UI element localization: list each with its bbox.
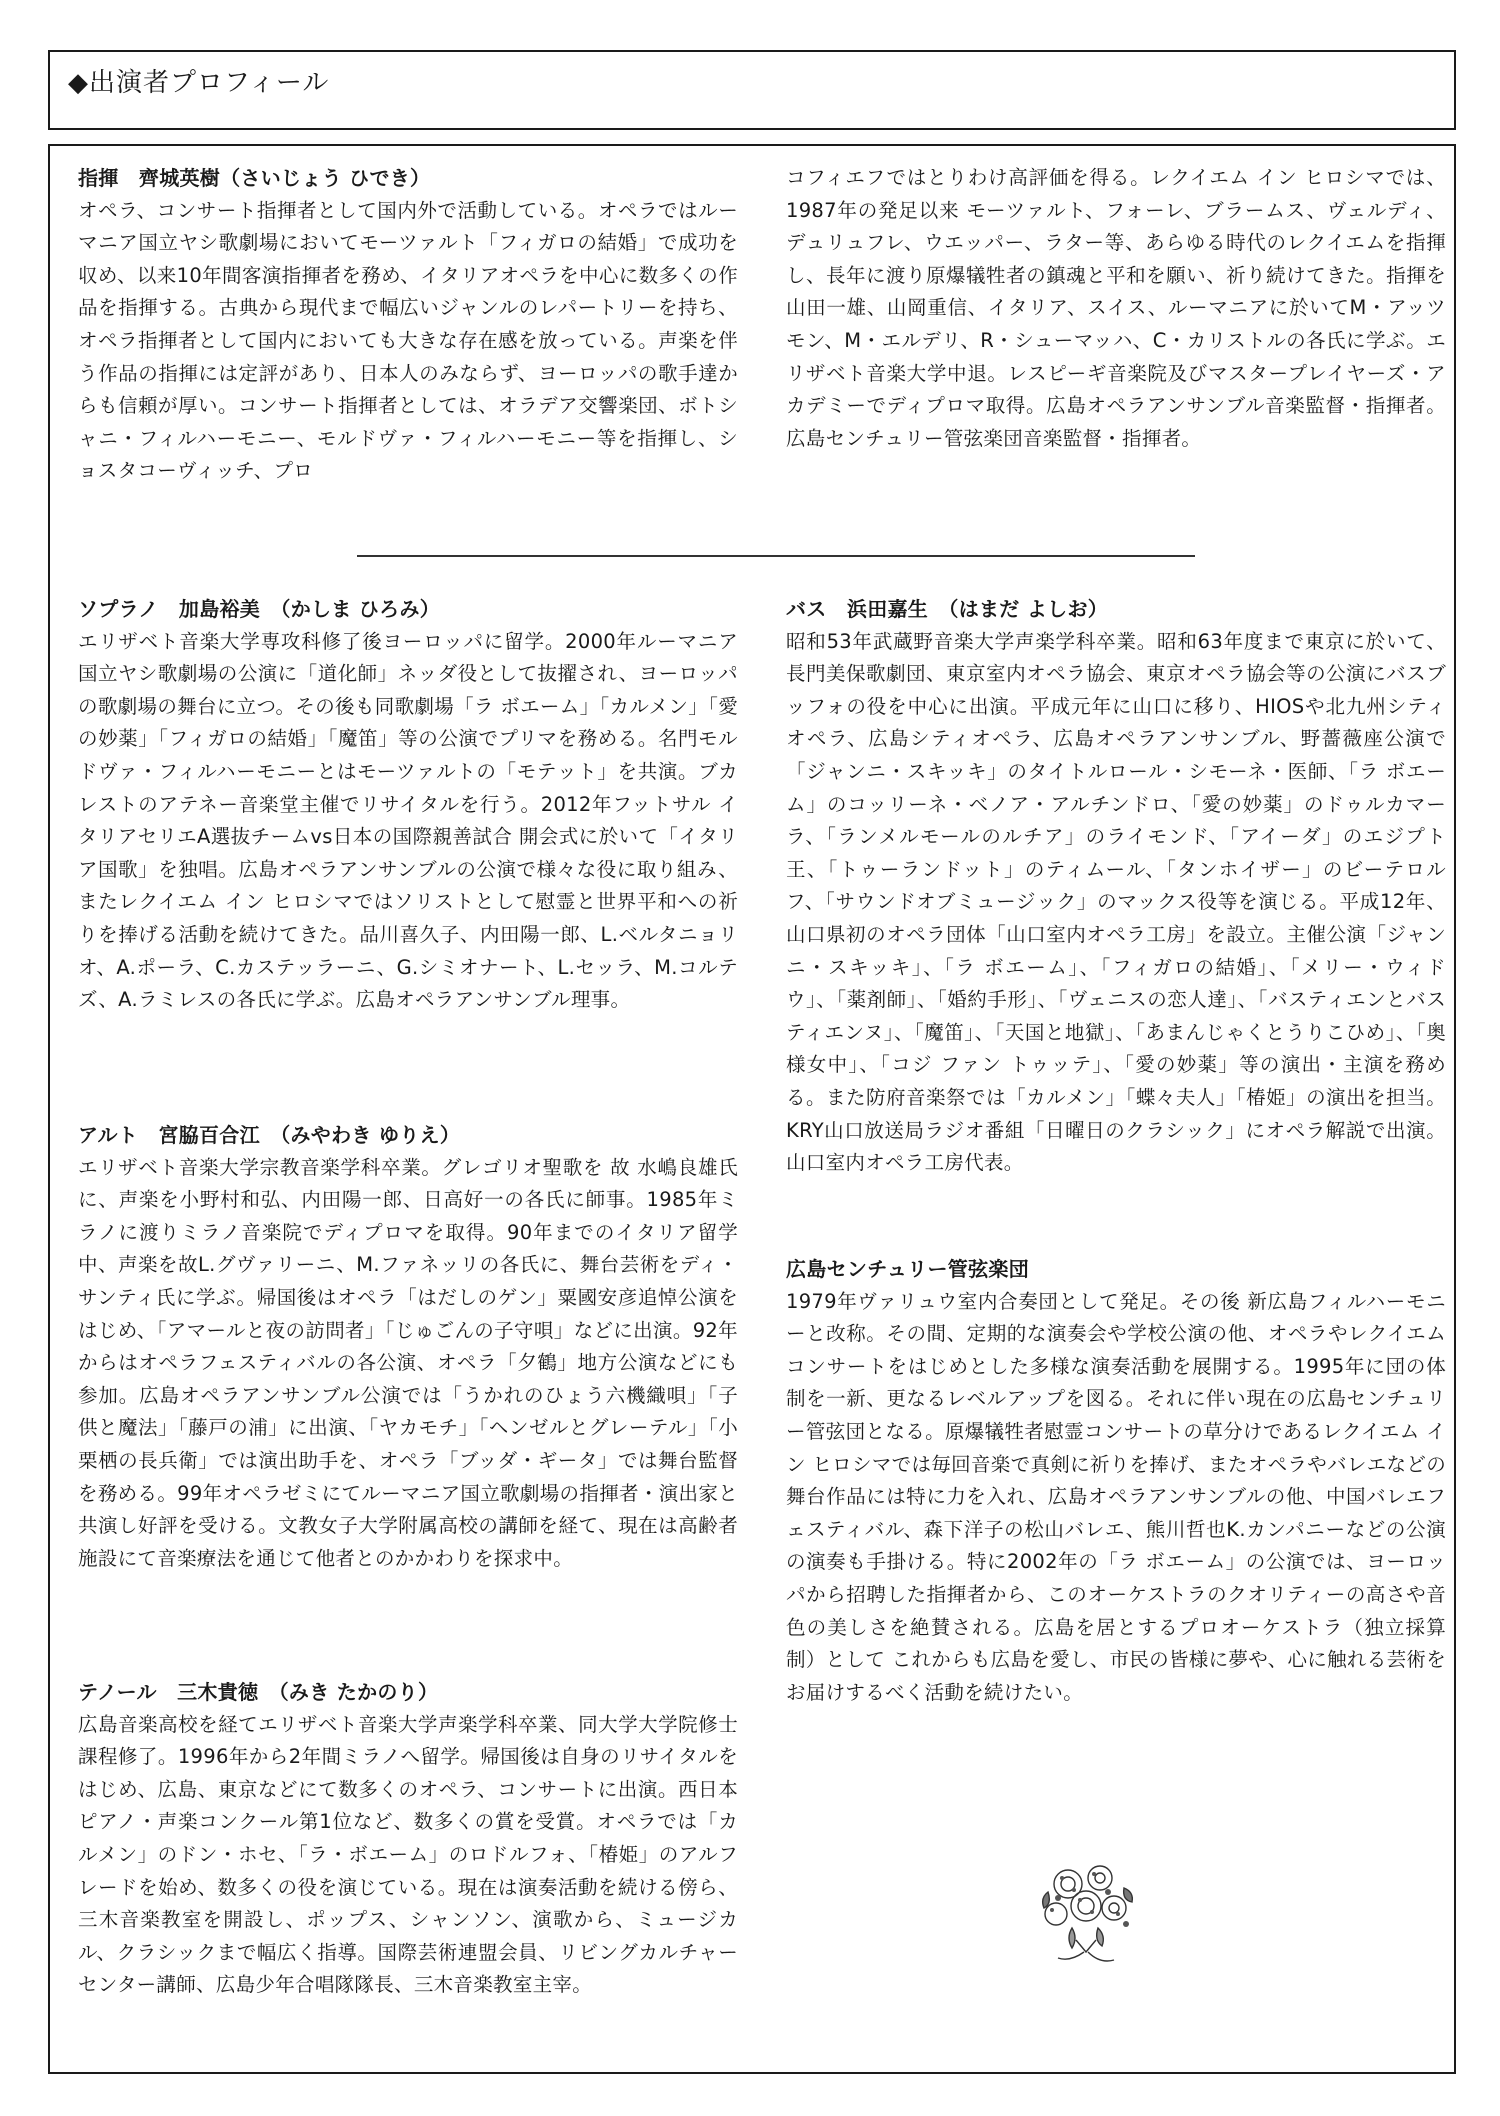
soprano-name: ソプラノ 加島裕美 （かしま ひろみ）	[78, 597, 441, 621]
bass-section	[786, 593, 1446, 1180]
tenor-name: テノール 三木貴徳 （みき たかのり）	[78, 1680, 439, 1704]
conductor-section	[78, 162, 738, 488]
flower-bouquet-icon	[1028, 1848, 1148, 1968]
conductor-name: 指揮 齊城英樹（さいじょう ひでき）	[78, 166, 431, 190]
alto-bio: エリザベト音楽大学宗教音楽学科卒業。グレゴリオ聖歌を 故 水嶋良雄氏に、声楽を小野村和弘、内田陽一郎、日高好一の各氏に師事。1985年ミラノに渡りミラノ音楽院でディプロマを取得。90年までのイタリア留学中、声楽を故L.グヴァリーニ、M.ファネッリの各氏に、舞台芸術をディ・サンティ氏に学ぶ。帰国後はオペラ「はだしのゲン」粟國安彦追悼公演をはじめ、「アマールと夜の訪問者」「じゅごんの子守唄」などに出演。92年からはオペラフェスティバルの各公演、オペラ「夕鶴」地方公演などにも参加。広島オペラアンサンブル公演では「うかれのひょう六機織唄」「子供と魔法」「藤戸の浦」に出演、「ヤカモチ」「ヘンゼルとグレーテル」「小栗栖の長兵衛」では演出助手を、オペラ「ブッダ・ギータ」では舞台監督を務める。99年オペラゼミにてルーマニア国立歌劇場の指揮者・演出家と共演し好評を受ける。文教女子大学附属高校の講師を経て、現在は高齢者施設にて音楽療法を通じて他者とのかかわりを探求中。	[78, 1155, 738, 1570]
conductor-bio-part1: オペラ、コンサート指揮者として国内外で活動している。オペラではルーマニア国立ヤシ歌劇場においてモーツァルト「フィガロの結婚」で成功を収め、以来10年間客演指揮者を務め、イタリアオペラを中心に数多くの作品を指揮する。古典から現代まで幅広いジャンルのレパートリーを持ち、オペラ指揮者として国内においても大きな存在感を放っている。声楽を伴う作品の指揮には定評があり、日本人のみならず、ヨーロッパの歌手達からも信頼が厚い。コンサート指揮者としては、オラデア交響楽団、ボトシャニ・フィルハーモニー、モルドヴァ・フィルハーモニー等を指揮し、ショスタコーヴィッチ、プロ	[78, 198, 738, 483]
conductor-bio-part2: コフィエフではとりわけ高評価を得る。レクイエム イン ヒロシマでは、1987年の発足以来 モーツァルト、フォーレ、ブラームス、ヴェルディ、デュリュフレ、ウエッパー、ラター等、あらゆる時代のレクイエムを指揮し、長年に渡り原爆犠牲者の鎮魂と平和を願い、祈り続けてきた。指揮を山田一雄、山岡重信、イタリア、スイス、ルーマニアに於いてM・アッツモン、M・エルデリ、R・シューマッハ、C・カリストルの各氏に学ぶ。エリザベト音楽大学中退。レスピーギ音楽院及びマスタープレイヤーズ・アカデミーでディプロマ取得。広島オペラアンサンブル音楽監督・指揮者。広島センチュリー管弦楽団音楽監督・指揮者。	[786, 166, 1446, 450]
alto-name: アルト 宮脇百合江 （みやわき ゆりえ）	[78, 1123, 461, 1147]
orchestra-section	[786, 1253, 1446, 1709]
soprano-bio: エリザベト音楽大学専攻科修了後ヨーロッパに留学。2000年ルーマニア国立ヤシ歌劇場の公演に「道化師」ネッダ役として抜擢され、ヨーロッパの歌劇場の舞台に立つ。その後も同歌劇場「ラ ボエーム」「カルメン」「愛の妙薬」「フィガロの結婚」「魔笛」等の公演でプリマを務める。名門モルドヴァ・フィルハーモニーとはモーツァルトの「モテット」を共演。ブカレストのアテネー音楽堂主催でリサイタルを行う。2012年フットサル イタリアセリエA選抜チームvs日本の国際親善試合 開会式に於いて「イタリア国歌」を独唱。広島オペラアンサンブルの公演で様々な役に取り組み、またレクイエム イン ヒロシマではソリストとして慰霊と世界平和への祈りを捧げる活動を続けてきた。品川喜久子、内田陽一郎、L.ベルタニョリオ、A.ポーラ、C.カステッラーニ、G.シミオナート、L.セッラ、M.コルテズ、A.ラミレスの各氏に学ぶ。広島オペラアンサンブル理事。	[78, 629, 738, 1012]
page-title: ◆出演者プロフィール	[68, 68, 330, 98]
conductor-continued-section	[786, 162, 1446, 455]
header-box	[48, 50, 1456, 130]
tenor-bio: 広島音楽高校を経てエリザベト音楽大学声楽学科卒業、同大学大学院修士課程修了。1996年から2年間ミラノへ留学。帰国後は自身のリサイタルをはじめ、広島、東京などにて数多くのオペラ、コンサートに出演。西日本ピアノ・声楽コンクール第1位など、数多くの賞を受賞。オペラでは「カルメン」のドン・ホセ、「ラ・ボエーム」のロドルフォ、「椿姫」のアルフレードを始め、数多くの役を演じている。現在は演奏活動を続ける傍ら、三木音楽教室を開設し、ポップス、シャンソン、演歌から、ミュージカル、クラシックまで幅広く指導。国際芸術連盟会員、リビングカルチャーセンター講師、広島少年合唱隊隊長、三木音楽教室主宰。	[78, 1712, 738, 1997]
section-divider	[357, 555, 1195, 557]
bass-bio: 昭和53年武蔵野音楽大学声楽学科卒業。昭和63年度まで東京に於いて、長門美保歌劇団、東京室内オペラ協会、東京オペラ協会等の公演にバスブッフォの役を中心に出演。平成元年に山口に移り、HIOSや北九州シティオペラ、広島シティオペラ、広島オペラアンサンブル、野薔薇座公演で「ジャンニ・スキッキ」のタイトルロール・シモーネ・医師、「ラ ボエーム」のコッリーネ・ベノア・アルチンドロ、「愛の妙薬」のドゥルカマーラ、「ランメルモールのルチア」のライモンド、「アイーダ」のエジプト王、「トゥーランドット」のティムール、「タンホイザー」のビーテロルフ、「サウンドオブミュージック」のマックス役等を演じる。平成12年、山口県初のオペラ団体「山口室内オペラ工房」を設立。主催公演「ジャンニ・スキッキ」、「ラ ボエーム」、「フィガロの結婚」、「メリー・ウィドウ」、「薬剤師」、「婚約手形」、「ヴェニスの恋人達」、「バスティエンとバスティエンヌ」、「魔笛」、「天国と地獄」、「あまんじゃくとうりこひめ」、「奥様女中」、「コジ ファン トゥッテ」、「愛の妙薬」等の演出・主演を務める。また防府音楽祭では「カルメン」「蝶々夫人」「椿姫」の演出を担当。KRY山口放送局ラジオ番組「日曜日のクラシック」にオペラ解説で出演。山口室内オペラ工房代表。	[786, 629, 1446, 1175]
alto-section	[78, 1119, 738, 1575]
tenor-section	[78, 1676, 738, 2002]
soprano-section	[78, 593, 738, 1017]
orchestra-name: 広島センチュリー管弦楽団	[786, 1257, 1029, 1281]
bass-name: バス 浜田嘉生 （はまだ よしお）	[786, 597, 1109, 621]
orchestra-bio: 1979年ヴァリュウ室内合奏団として発足。その後 新広島フィルハーモニーと改称。その間、定期的な演奏会や学校公演の他、オペラやレクイエムコンサートをはじめとした多様な演奏活動を展開する。1995年に団の体制を一新、更なるレベルアップを図る。それに伴い現在の広島センチュリー管弦団となる。原爆犠牲者慰霊コンサートの草分けであるレクイエム イン ヒロシマでは毎回音楽で真剣に祈りを捧げ、またオペラやバレエなどの舞台作品には特に力を入れ、広島オペラアンサンブルの他、中国バレエフェスティバル、森下洋子の松山バレエ、熊川哲也K.カンパニーなどの公演の演奏も手掛ける。特に2002年の「ラ ボエーム」の公演では、ヨーロッパから招聘した指揮者から、このオーケストラのクオリティーの高さや音色の美しさを絶賛される。広島を居とするプロオーケストラ（独立採算制）として これからも広島を愛し、市民の皆様に夢や、心に触れる芸術をお届けするべく活動を続けたい。	[786, 1289, 1446, 1704]
